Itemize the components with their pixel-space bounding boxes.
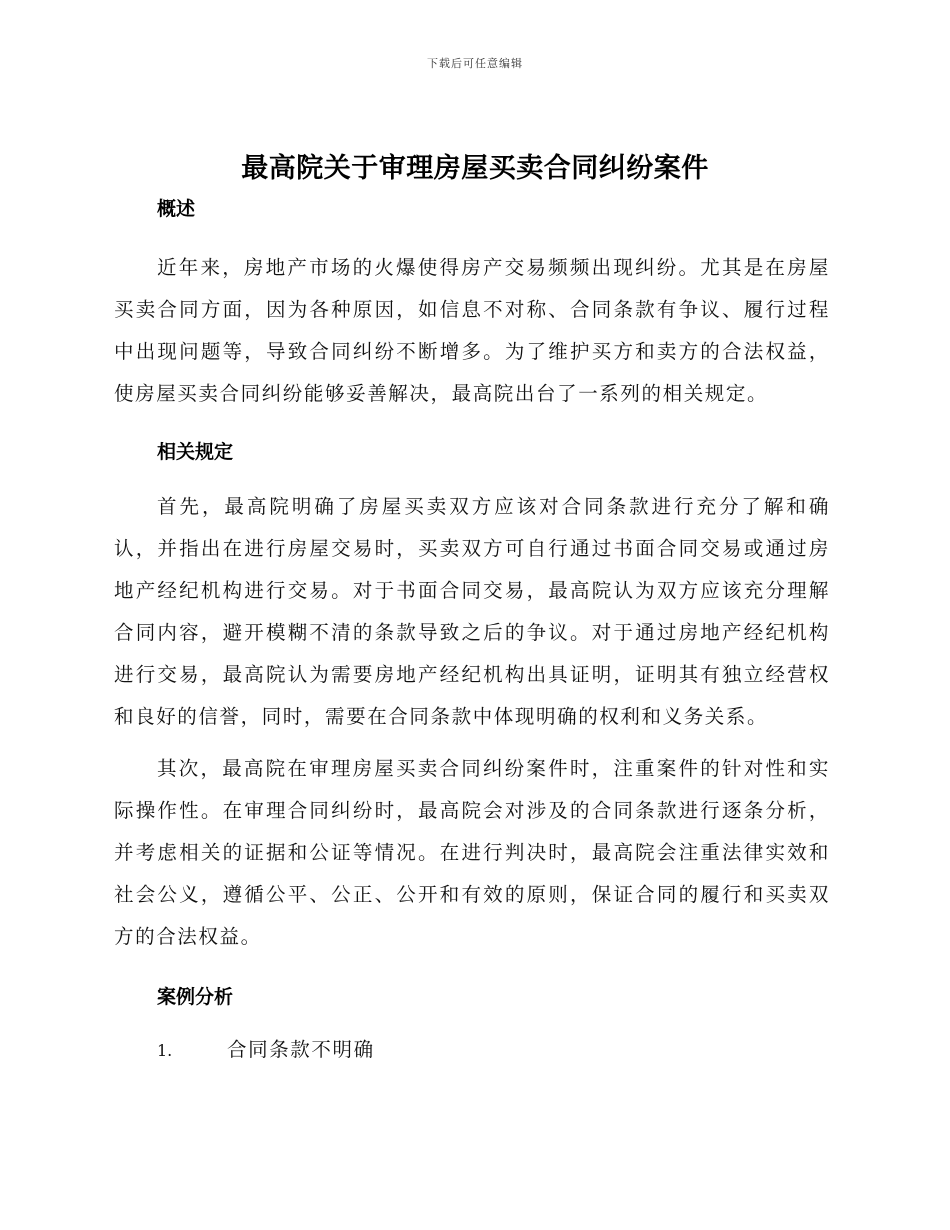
section-heading-regulations: 相关规定 — [157, 441, 234, 463]
case-list-number: 1. — [157, 1041, 173, 1060]
overview-paragraph: 近年来，房地产市场的火爆使得房产交易频频出现纠纷。尤其是在房屋买卖合同方面，因为各种原因，如信息不对称、合同条款有争议、履行过程中出现问题等，导致合同纠纷不断增多。为了维护买方和卖方的合法权益，使房屋买卖合同纠纷能够妥善解决，最高院出台了一系列的相关规定。 — [114, 256, 830, 405]
document-body — [114, 190, 830, 1062]
case-list-item — [114, 1034, 830, 1062]
header-note: 下载后可任意编辑 — [427, 57, 523, 70]
document-title: 最高院关于审理房屋买卖合同纠纷案件 — [241, 153, 709, 184]
regulations-paragraph-1: 首先，最高院明确了房屋买卖双方应该对合同条款进行充分了解和确认，并指出在进行房屋交易时，买卖双方可自行通过书面合同交易或通过房地产经纪机构进行交易。对于书面合同交易，最高院认为双方应该充分理解合同内容，避开模糊不清的条款导致之后的争议。对于通过房地产经纪机构进行交易，最高院认为需要房地产经纪机构出具证明，证明其有独立经营权和良好的信誉，同时，需要在合同条款中体现明确的权利和义务关系。 — [114, 495, 830, 728]
regulations-paragraph-2: 其次，最高院在审理房屋买卖合同纠纷案件时，注重案件的针对性和实际操作性。在审理合同纠纷时，最高院会对涉及的合同条款进行逐条分析，并考虑相关的证据和公证等情况。在进行判决时，最高院会注重法律实效和社会公义，遵循公平、公正、公开和有效的原则，保证合同的履行和买卖双方的合法权益。 — [114, 757, 830, 948]
case-list-text: 合同条款不明确 — [227, 1038, 375, 1061]
section-heading-case-analysis: 案例分析 — [157, 986, 234, 1008]
section-heading-overview: 概述 — [157, 198, 196, 220]
